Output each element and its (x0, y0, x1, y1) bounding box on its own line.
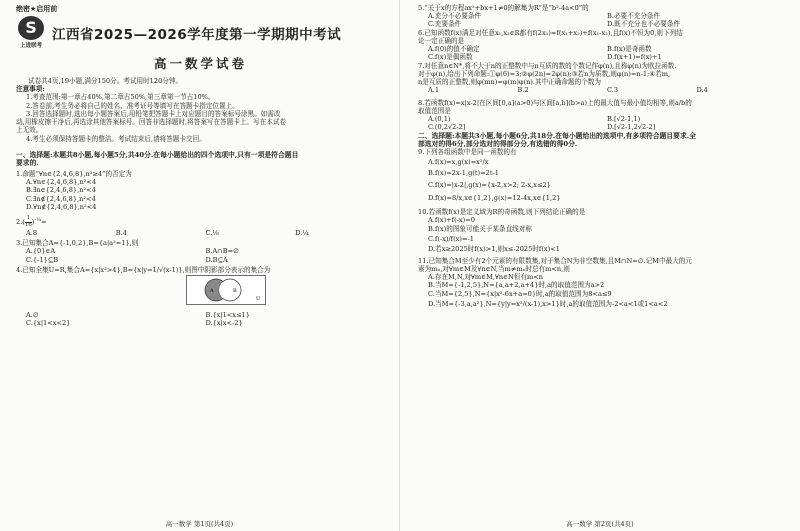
q2-exponent: -¼ (34, 217, 41, 224)
q6-stem: 6.已知函数f(x)满足对任意x₁,x₂∈R都有f(2x₁)=f(x₁+x₂)+f(x₁-x₂),且f(x)不恒为0,则下列结 (418, 28, 683, 37)
q5-stem: 5.“关于x的方程ax²+bx+1≠0的解集为R”是“b²-4a<0”的 (418, 4, 589, 12)
section-1-heading: 一、选择题:本题共8小题,每小题5分,共40分.在每小题给出的四个选项中,只有一项是符合题目 (16, 150, 299, 159)
q6-option-c: C.f(x)是偶函数 (428, 53, 473, 62)
q11-stem: 11.已知集合M至少有2个元素的有限数集,对于集合N为非空数集,且M∩N=∅.记M中最大的元 (418, 256, 692, 265)
q1-option-d: D.∀n∉{2,4,6,8},n²<4 (26, 202, 97, 211)
q3-option-a: A.{0}∈A (26, 247, 56, 256)
q6-option-d: D.f(x+1)=f(x)+1 (607, 53, 662, 62)
q2-option-d: D.¼ (295, 229, 309, 238)
q8-option-a: A.(0,1) (428, 115, 451, 124)
q7-option-a: A.1 (428, 86, 440, 95)
notice-line: 4.考生必须保持答题卡的整洁。考试结束后,请将答题卡交回。 (26, 134, 206, 143)
notice-line: 1.考查范围:第一章占40%,第二章占50%,第三章第一节占10%。 (26, 93, 215, 102)
q9-option-a: A.f(x)=x,g(x)=x²/x (428, 157, 489, 166)
q8-stem: 8.若函数f(x)=x|x-2|在区间[0,a](a>0)与区间[a,b](b>a)上的最大值与最小值均相等,则a/b的 (418, 98, 692, 107)
exam-intro: 试卷共4页,19小题,满分150分。考试用时120分钟。 (28, 77, 183, 85)
q6-option-a: A.f(0)的值不确定 (428, 45, 480, 54)
q7-option-d: D.4 (696, 86, 708, 95)
q10-option-c: C.f(-x)/f(x)=-1 (428, 234, 474, 243)
notice-title: 注意事项: (16, 85, 45, 94)
notice-line: 2.答卷前,考生务必将自己的姓名、准考证号等填写在答题卡指定位置上。 (26, 101, 239, 110)
q8-option-b: B.[√2-1,1) (607, 115, 641, 124)
page-2-footer: 高一数学 第2页(共4页) (566, 520, 634, 528)
section-2-heading: 二、选择题:本题共3小题,每小题6分,共18分.在每小题给出的选项中,有多项符合题目要求.全 (418, 131, 696, 140)
q7-stem: 7.对任意n∈N*,将不大于n的正整数中与n互质的数的个数记作φ(n),且称φ(n)为欧拉函数. (418, 61, 677, 70)
exam-page-2 (400, 0, 800, 531)
logo-text: 上进联考 (19, 43, 42, 49)
logo (16, 16, 46, 50)
q2-options (16, 229, 385, 237)
q11-option-b: B.当M={-1,2,5},N={a,a+2,a+4}时,a的取值范围为a>2 (428, 281, 605, 290)
q9-stem: 9.下列各组函数中是同一函数的有 (418, 148, 517, 157)
q2-option-b: B.4 (115, 229, 127, 238)
venn-diagram (186, 275, 266, 305)
secret-label: 绝密★启用前 (16, 5, 58, 13)
q2-prefix: 2.( (16, 218, 25, 227)
q5-option-d: D.既不充分也不必要条件 (607, 20, 681, 29)
q2-option-a: A.8 (26, 229, 38, 238)
q8-option-d: D.[√2-1,2√2-2] (607, 123, 656, 132)
q7-stem-cont: n是互质的正整数,则φ(mn)=φ(m)φ(n).其中正确命题的个数为 (418, 78, 601, 87)
q1-option-a: A.∀n∈{2,4,6,8},n²<4 (26, 178, 97, 187)
q11-option-c: C.当M={2,5},N={x|x²-6x+a=0}时,a的取值范围为8<a≤9 (428, 289, 612, 298)
q7-stem-cont: 对于φ(n),给出下列命题:①φ(6)=3;②φ(2n)=2φ(n);③若n为质数,则φ(n)=n-1;④若m, (418, 69, 671, 78)
q1-option-c: C.∃n∉{2,4,6,8},n²<4 (26, 194, 96, 203)
notice-line: 动,用橡皮擦干净后,再选涂其他答案标号。回答非选择题时,将答案写在答题卡上。写在本试卷 (16, 118, 287, 127)
notice-line: 3.回答选择题时,选出每小题答案后,用铅笔把答题卡上对应题目的答案标号涂黑。如需改 (26, 109, 281, 118)
exam-header (16, 16, 385, 50)
q2-denominator: 16 (24, 221, 32, 228)
section-1-heading-cont: 要求的. (16, 159, 39, 168)
venn-label-b: B (233, 288, 237, 295)
q11-stem-cont: 素为mₓ,对∀m∈M及∀n∈N,当m≠mₓ时总有m<n,则 (418, 264, 570, 273)
q7-option-c: C.3 (607, 86, 619, 95)
q9-option-b: B.f(x)=2x-1,g(t)=2t-1 (428, 168, 499, 177)
q7-option-b: B.2 (517, 86, 529, 95)
q11-option-a: A.存在M,N,对∀m∈M,∀n∈N恒有m<n (428, 273, 543, 282)
q5-option-b: B.必要不充分条件 (607, 12, 661, 21)
q9-option-d: D.f(x)=8/x,x∈{1,2},g(x)=12-4x,x∈{1,2} (428, 193, 561, 202)
q10-option-a: A.f(x)+f(-x)=0 (428, 216, 475, 225)
q1-option-b: B.∃n∈{2,4,6,8},n²<4 (26, 186, 96, 195)
q8-option-c: C.(0,2√2-2] (428, 123, 466, 132)
q2-fraction (25, 216, 32, 228)
q8-stem-cont: 取值范围是 (418, 106, 451, 115)
q4-option-c: C.{x|1<x<2} (26, 319, 71, 328)
q3-option-b: B.A∩B=∅ (205, 247, 239, 256)
q10-option-b: B.f(x)的图象可能关于某条直线对称 (428, 224, 532, 233)
q4-stem: 4.已知全集U=R,集合A={x|x²>4},B={x|y=1/√(x-1)},则图中阴影部分表示的集合为 (16, 265, 271, 274)
exam-subtitle: 高一数学试卷 (153, 56, 247, 71)
q2-stem: 2.( $\frac{1}{16}$ )$^{-\frac{1}{4}}$= (16, 215, 47, 228)
q2-option-c: C.⅛ (205, 229, 219, 238)
q4-option-b: B.{x|1<x≤1} (205, 311, 250, 320)
q4-option-a: A.∅ (26, 311, 39, 320)
q10-option-d: D.若x≥2025时f(x)>1,则x≤-2025时f(x)<1 (428, 245, 560, 254)
venn-label-a: A (210, 288, 214, 295)
q4-option-d: D.{x|x<-2} (205, 319, 243, 328)
exam-title: 江西省2025—2026学年度第一学期期中考试 (52, 27, 342, 43)
q6-stem-cont: 论一定正确的是 (418, 36, 465, 45)
q10-stem: 10.若函数f(x)是定义域为R的奇函数,则下列结论正确的是 (418, 208, 586, 217)
q6-option-b: B.f(x)是奇函数 (607, 45, 652, 54)
q5-option-a: A.充分不必要条件 (428, 12, 482, 21)
q3-stem: 3.已知集合A={-1,0,2},B={a|a²=1},则 (16, 239, 139, 248)
section-2-heading-cont: 部选对的得6分,部分选对的得部分分,有选错的得0分. (418, 140, 578, 148)
notice-line: 上无效。 (16, 126, 43, 135)
venn-label-u: U (256, 296, 261, 303)
q3-option-c: C.{-1}⊆B (26, 255, 59, 264)
q5-option-c: C.充要条件 (428, 20, 462, 29)
q1-stem: 1.命题“∀n∈{2,4,6,8},n²≥4”的否定为 (16, 169, 132, 178)
page-1-footer: 高一数学 第1页(共4页) (165, 520, 234, 528)
q11-option-d: D.当M={-3,a,a²},N={y|y=x²/(x-1),x>1}时,a的取值范围为-2<a<1或1<a<2 (428, 299, 668, 308)
q9-option-c: C.f(x)=|x-2|,g(x)={x-2,x>2; 2-x,x≤2} (428, 181, 551, 190)
logo-icon: S (18, 16, 44, 40)
q3-option-d: D.B⊆A (205, 255, 228, 264)
q2-numerator: 1 (26, 215, 31, 222)
